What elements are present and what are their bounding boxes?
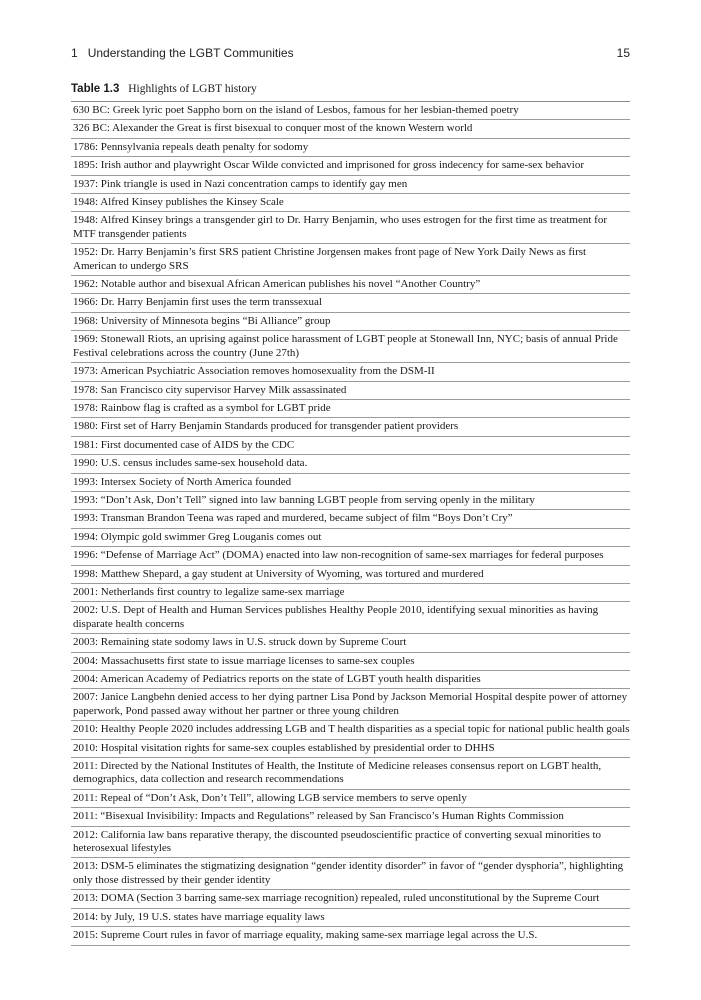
table-row: 1786: Pennsylvania repeals death penalty for sodomy	[71, 139, 630, 157]
table-row: 1973: American Psychiatric Association removes homosexuality from the DSM-II	[71, 363, 630, 381]
table-row: 1962: Notable author and bisexual African American publishes his novel “Another Country”	[71, 276, 630, 294]
table-row: 2014: by July, 19 U.S. states have marriage equality laws	[71, 909, 630, 927]
table-row: 1993: Intersex Society of North America founded	[71, 474, 630, 492]
table-row: 630 BC: Greek lyric poet Sappho born on the island of Lesbos, famous for her lesbian-themed poetry	[71, 102, 630, 120]
table-row: 1978: San Francisco city supervisor Harvey Milk assassinated	[71, 382, 630, 400]
page-number: 15	[616, 46, 630, 60]
table-row: 1993: Transman Brandon Teena was raped and murdered, became subject of film “Boys Don’t Cry”	[71, 510, 630, 528]
chapter-title: Understanding the LGBT Communities	[87, 46, 294, 60]
table-row: 1966: Dr. Harry Benjamin first uses the term transsexual	[71, 294, 630, 312]
table-row: 1937: Pink triangle is used in Nazi concentration camps to identify gay men	[71, 176, 630, 194]
table-row: 2003: Remaining state sodomy laws in U.S. struck down by Supreme Court	[71, 634, 630, 652]
table-row: 1993: “Don’t Ask, Don’t Tell” signed into law banning LGBT people from serving openly in the military	[71, 492, 630, 510]
table-row: 2007: Janice Langbehn denied access to her dying partner Lisa Pond by Jackson Memorial Hospital despite power of attorney paperwork, Pond passed away without her partner or three young children	[71, 689, 630, 721]
table-row: 2002: U.S. Dept of Health and Human Services publishes Healthy People 2010, identifying sexual minorities as having disparate health concerns	[71, 602, 630, 634]
chapter-number: 1	[71, 46, 78, 60]
table-row: 2011: Directed by the National Institutes of Health, the Institute of Medicine releases consensus report on LGBT health, demographics, data collection and research recommendations	[71, 758, 630, 790]
table-row: 2004: Massachusetts first state to issue marriage licenses to same-sex couples	[71, 653, 630, 671]
table-row: 1895: Irish author and playwright Oscar Wilde convicted and imprisoned for gross indecency for same-sex behavior	[71, 157, 630, 175]
table-row: 2015: Supreme Court rules in favor of marriage equality, making same-sex marriage legal across the U.S.	[71, 927, 630, 945]
table-row: 1978: Rainbow flag is crafted as a symbol for LGBT pride	[71, 400, 630, 418]
table-label: Table 1.3	[71, 83, 120, 95]
history-table	[71, 101, 630, 946]
table-row: 1980: First set of Harry Benjamin Standards produced for transgender patient providers	[71, 418, 630, 436]
table-row: 1969: Stonewall Riots, an uprising against police harassment of LGBT people at Stonewall Inn, NYC; basis of annual Pride Festival celebrations across the country (June 27th)	[71, 331, 630, 363]
running-head	[71, 46, 630, 60]
table-row: 1994: Olympic gold swimmer Greg Louganis comes out	[71, 529, 630, 547]
table-row: 2013: DSM-5 eliminates the stigmatizing designation “gender identity disorder” in favor of “gender dysphoria”, highlighting only those distressed by their gender identity	[71, 858, 630, 890]
table-row: 2011: Repeal of “Don’t Ask, Don’t Tell”, allowing LGB service members to serve openly	[71, 790, 630, 808]
table-row: 2010: Healthy People 2020 includes addressing LGB and T health disparities as a special topic for national public health goals	[71, 721, 630, 739]
table-title: Highlights of LGBT history	[128, 83, 257, 95]
chapter-heading	[71, 46, 294, 60]
table-row: 2013: DOMA (Section 3 barring same-sex marriage recognition) repealed, ruled unconstitutional by the Supreme Court	[71, 890, 630, 908]
table-row: 1948: Alfred Kinsey publishes the Kinsey Scale	[71, 194, 630, 212]
table-row: 1952: Dr. Harry Benjamin’s first SRS patient Christine Jorgensen makes front page of New York Daily News as first American to undergo SRS	[71, 244, 630, 276]
table-caption	[71, 83, 257, 95]
table-row: 1996: “Defense of Marriage Act” (DOMA) enacted into law non-recognition of same-sex marriages for federal purposes	[71, 547, 630, 565]
table-row: 2012: California law bans reparative therapy, the discounted pseudoscientific practice of converting sexual minorities to heterosexual lifestyles	[71, 827, 630, 859]
table-row: 1948: Alfred Kinsey brings a transgender girl to Dr. Harry Benjamin, who uses estrogen for the first time as treatment for MTF transgender patients	[71, 212, 630, 244]
table-row: 1968: University of Minnesota begins “Bi Alliance” group	[71, 313, 630, 331]
table-row: 1998: Matthew Shepard, a gay student at University of Wyoming, was tortured and murdered	[71, 566, 630, 584]
table-row: 326 BC: Alexander the Great is first bisexual to conquer most of the known Western world	[71, 120, 630, 138]
table-row: 2004: American Academy of Pediatrics reports on the state of LGBT youth health disparities	[71, 671, 630, 689]
table-row: 1981: First documented case of AIDS by the CDC	[71, 437, 630, 455]
table-row: 2011: “Bisexual Invisibility: Impacts and Regulations” released by San Francisco’s Human Rights Commission	[71, 808, 630, 826]
table-row: 2001: Netherlands first country to legalize same-sex marriage	[71, 584, 630, 602]
table-row: 1990: U.S. census includes same-sex household data.	[71, 455, 630, 473]
table-row: 2010: Hospital visitation rights for same-sex couples established by presidential order to DHHS	[71, 740, 630, 758]
